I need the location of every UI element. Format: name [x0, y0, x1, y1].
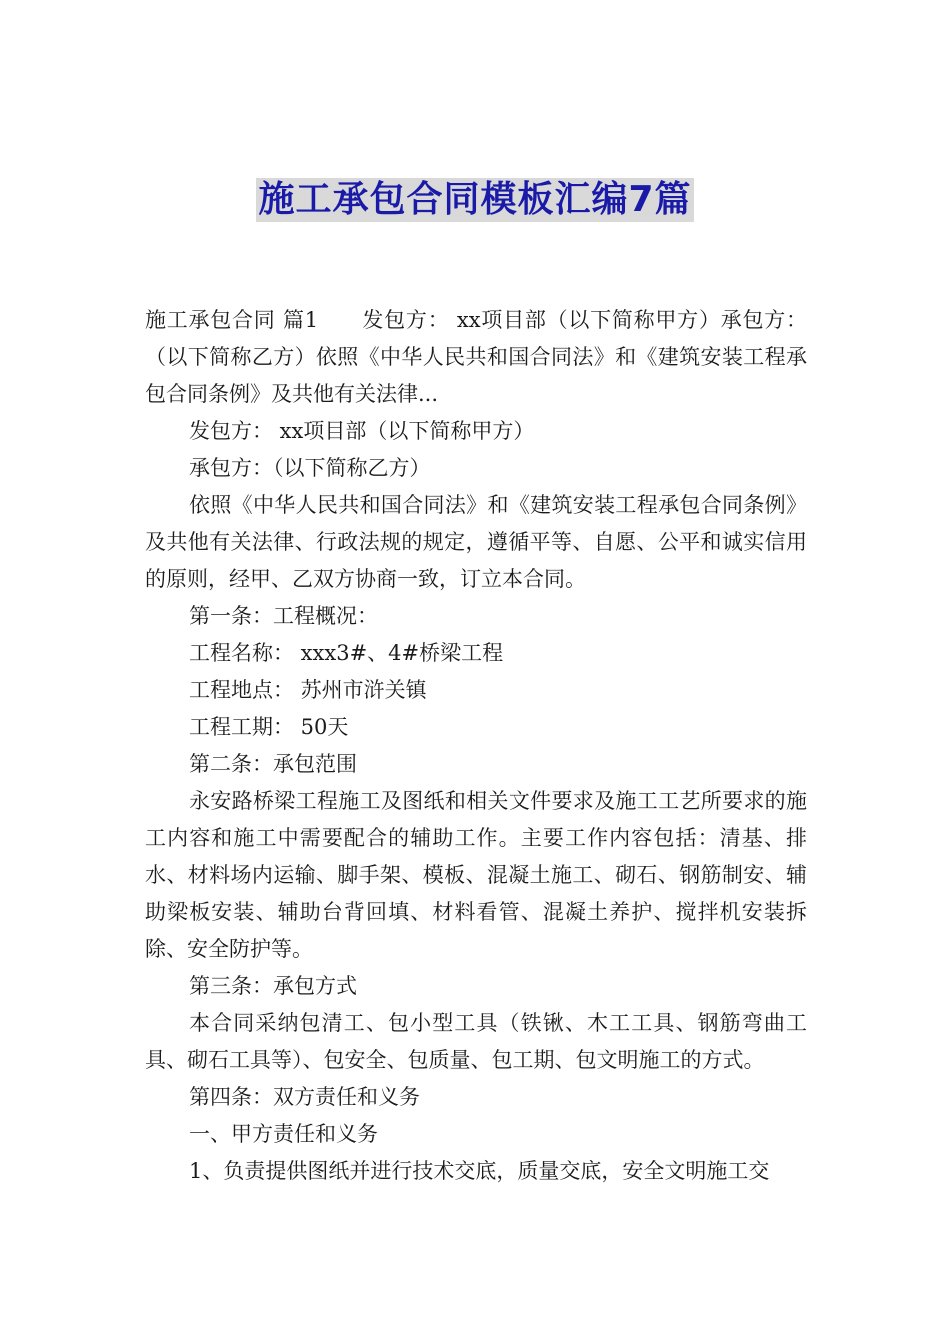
- scope-paragraph: 永安路桥梁工程施工及图纸和相关文件要求及施工工艺所要求的施工内容和施工中需要配合的辅助工作。主要工作内容包括：清基、排水、材料场内运输、脚手架、模板、混凝土施工、砌石、钢筋制安、辅助梁板安装、辅助台背回填、材料看管、混凝土养护、搅拌机安装拆除、安全防护等。: [145, 789, 807, 961]
- party-a-duty-1: 1、负责提供图纸并进行技术交底，质量交底，安全文明施工交: [189, 1159, 770, 1183]
- article-2-heading: 第二条：承包范围: [189, 752, 357, 776]
- article-3-heading: 第三条：承包方式: [189, 974, 357, 998]
- paragraph-party-b: 承包方：（以下简称乙方）: [189, 456, 431, 480]
- paragraph-basis: 依照《中华人民共和国合同法》和《建筑安装工程承包合同条例》及共他有关法律、行政法规的规定，遵循平等、自愿、公平和诚实信用的原则，经甲、乙双方协商一致，订立本合同。: [145, 493, 807, 591]
- title-wrapper: [0, 178, 950, 222]
- party-a-duties-heading: 一、甲方责任和义务: [189, 1122, 378, 1146]
- document-body: [145, 302, 807, 1190]
- document-title: 施工承包合同模板汇编7篇: [258, 179, 692, 220]
- article-4-heading: 第四条：双方责任和义务: [189, 1085, 420, 1109]
- method-paragraph: 本合同采纳包清工、包小型工具（铁锹、木工工具、钢筋弯曲工具、砌石工具等）、包安全、包质量、包工期、包文明施工的方式。: [145, 1011, 807, 1072]
- intro-paragraph: 施工承包合同 篇1 发包方： xx项目部（以下简称甲方）承包方：（以下简称乙方）依照《中华人民共和国合同法》和《建筑安装工程承包合同条例》及共他有关法律...: [145, 308, 807, 406]
- project-location: 工程地点： 苏州市浒关镇: [189, 678, 427, 702]
- project-duration: 工程工期： 50天: [189, 715, 349, 739]
- project-name: 工程名称： xxx3#、4#桥梁工程: [189, 641, 504, 665]
- paragraph-party-a: 发包方： xx项目部（以下简称甲方）: [189, 419, 535, 443]
- article-1-heading: 第一条：工程概况：: [189, 604, 378, 628]
